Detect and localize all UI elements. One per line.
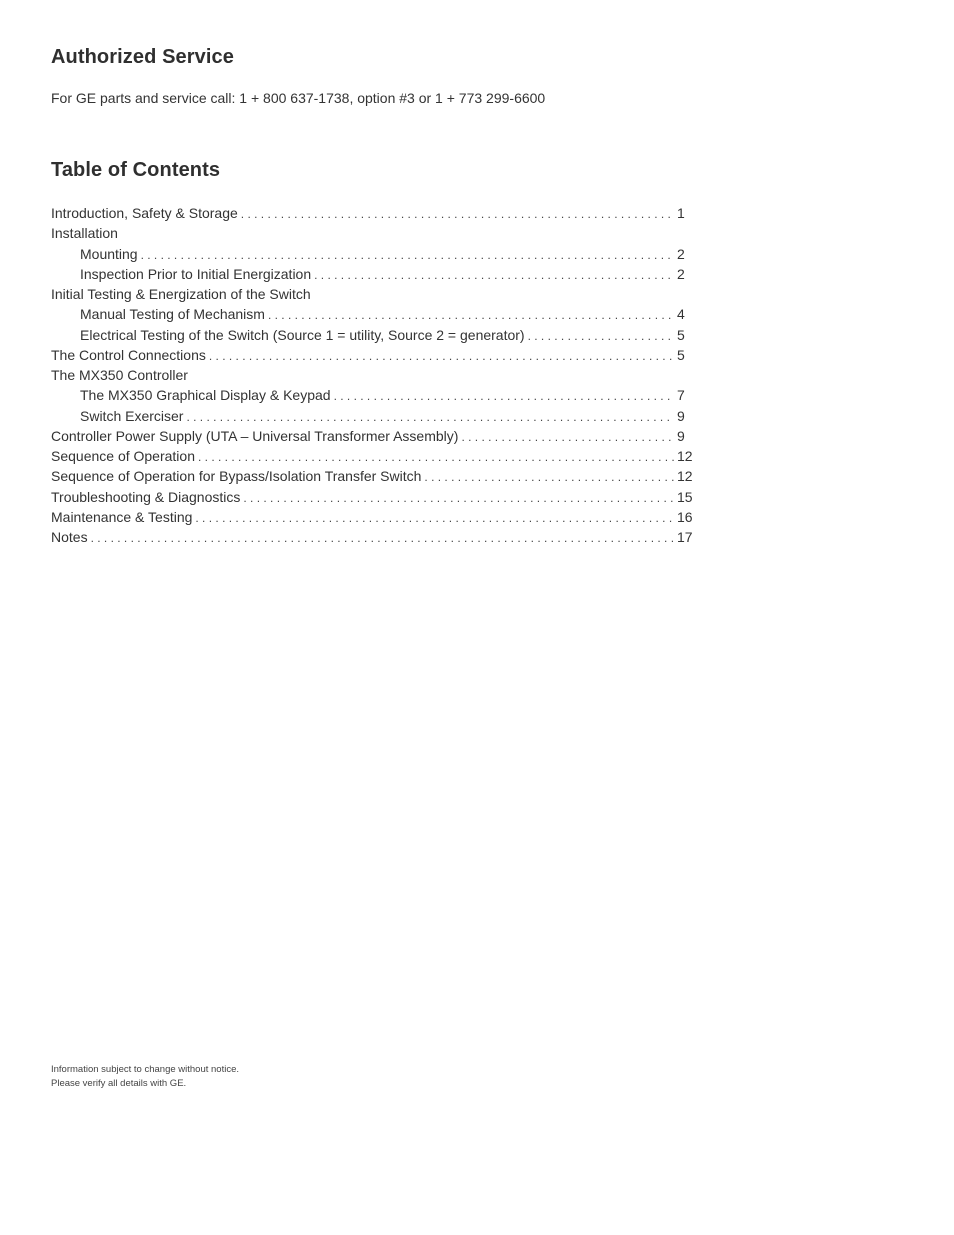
toc-entry-page: 12 [677, 448, 693, 464]
table-of-contents-heading: Table of Contents [51, 159, 221, 181]
toc-entry[interactable] [51, 466, 693, 486]
toc-entry-page: 7 [677, 387, 685, 404]
toc-dot-leader [198, 447, 674, 467]
toc-entry-title: Initial Testing & Energization of the Switch [51, 286, 311, 302]
toc-entry-title: Inspection Prior to Initial Energization [80, 265, 312, 282]
toc-entry-title: Maintenance & Testing [51, 508, 193, 525]
toc-dot-leader [334, 386, 674, 406]
toc-entry[interactable] [51, 446, 693, 466]
toc-entry-page: 2 [677, 245, 685, 262]
toc-entry[interactable] [51, 345, 693, 365]
toc-dot-leader [528, 326, 674, 346]
toc-entry[interactable] [51, 304, 693, 324]
toc-entry-page: 9 [677, 427, 685, 444]
authorized-service-heading: Authorized Service [51, 46, 234, 68]
toc-entry[interactable] [51, 406, 693, 426]
toc-entry[interactable] [51, 507, 693, 527]
toc-entry-page: 9 [677, 407, 685, 424]
toc-dot-leader [424, 467, 674, 487]
toc-dot-leader [91, 528, 674, 548]
toc-entry-title: Sequence of Operation for Bypass/Isolation Transfer Switch [51, 468, 422, 485]
toc-entry-title: Controller Power Supply (UTA – Universal Transformer Assembly) [51, 427, 459, 444]
toc-section-heading [51, 284, 693, 304]
toc-entry-title: Introduction, Safety & Storage [51, 205, 238, 221]
toc-entry-title: The Control Connections [51, 346, 206, 363]
toc-dot-leader [243, 488, 674, 508]
toc-entry-title: Manual Testing of Mechanism [80, 306, 265, 323]
toc-entry-title: Electrical Testing of the Switch (Source 1 = utility, Source 2 = generator) [80, 326, 525, 343]
toc-dot-leader [314, 265, 674, 285]
toc-section-heading [51, 223, 693, 243]
footer-disclaimer [51, 1063, 239, 1091]
toc-dot-leader [195, 508, 674, 528]
toc-entry-page: 12 [677, 468, 693, 485]
toc-entry-page: 17 [677, 529, 693, 545]
toc-entry[interactable] [51, 426, 693, 446]
toc-entry[interactable] [51, 203, 693, 223]
toc-entry-title: Installation [51, 225, 118, 242]
toc-entry-title: The MX350 Controller [51, 367, 188, 383]
toc-entry[interactable] [51, 264, 693, 284]
toc-entry[interactable] [51, 385, 693, 405]
toc-dot-leader [186, 407, 674, 427]
footer-line-1: Information subject to change without notice. [51, 1064, 240, 1075]
toc-entry-title: Mounting [80, 245, 138, 262]
toc-entry[interactable] [51, 244, 693, 264]
toc-entry-page: 5 [677, 326, 685, 343]
toc-entry-title: The MX350 Graphical Display & Keypad [80, 387, 331, 404]
footer-line-2: Please verify all details with GE. [51, 1078, 187, 1089]
toc-entry[interactable] [51, 325, 693, 345]
toc-entry-title: Switch Exerciser [80, 407, 184, 424]
toc-dot-leader [268, 305, 674, 325]
toc-entry[interactable] [51, 527, 693, 547]
toc-dot-leader [461, 427, 674, 447]
toc-entry[interactable] [51, 487, 693, 507]
toc-dot-leader [141, 245, 674, 265]
toc-entry-title: Notes [51, 529, 88, 545]
toc-entry-page: 2 [677, 265, 685, 282]
table-of-contents [51, 203, 693, 547]
toc-entry-page: 1 [677, 205, 685, 221]
toc-section-heading [51, 365, 693, 385]
toc-entry-page: 5 [677, 346, 685, 363]
toc-entry-title: Troubleshooting & Diagnostics [51, 488, 241, 505]
toc-entry-title: Sequence of Operation [51, 448, 195, 464]
toc-dot-leader [241, 204, 674, 224]
toc-entry-page: 16 [677, 508, 693, 525]
service-contact-line: For GE parts and service call: 1 + 800 637-1738, option #3 or 1 + 773 299-6600 [51, 90, 546, 106]
toc-entry-page: 4 [677, 306, 685, 323]
toc-dot-leader [209, 346, 674, 366]
toc-entry-page: 15 [677, 488, 693, 505]
